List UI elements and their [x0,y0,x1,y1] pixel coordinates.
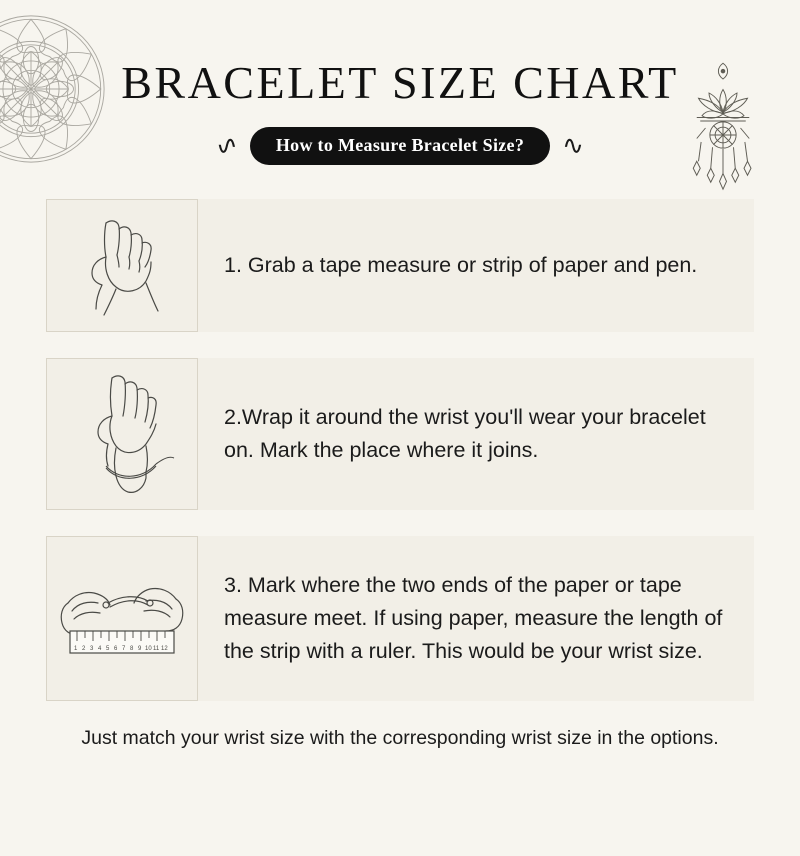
svg-text:3: 3 [90,645,94,652]
svg-text:9: 9 [138,645,142,652]
subtitle-row [0,127,800,165]
step-text-3: 3. Mark where the two ends of the paper or tape measure meet. If using paper, measure the length of the strip with a ruler. This would be your wrist size. [224,572,723,664]
list-item [46,199,754,332]
footer-note: Just match your wrist size with the corresponding wrist size in the options. [81,727,719,749]
step-text-1: 1. Grab a tape measure or strip of paper and pen. [224,252,698,277]
subtitle-pill: How to Measure Bracelet Size? [250,127,550,165]
step-figure-1 [46,199,198,332]
svg-text:1: 1 [74,645,78,652]
steps-list [0,199,800,701]
svg-text:4: 4 [98,645,102,652]
step-figure-2 [46,358,198,510]
step-figure-3 [46,536,198,701]
list-item [46,358,754,510]
svg-text:6: 6 [114,645,118,652]
hand-with-tape-around-wrist-illustration [62,364,182,504]
svg-text:12: 12 [161,645,168,652]
step-text-2: 2.Wrap it around the wrist you'll wear your bracelet on. Mark the place where it joins. [224,404,706,462]
list-item [46,536,754,701]
hand-fist-illustration [62,207,182,325]
svg-text:10: 10 [145,645,152,652]
svg-text:7: 7 [122,645,126,652]
hands-measuring-strip-with-ruler-illustration [52,559,192,679]
svg-text:11: 11 [153,645,160,652]
svg-text:2: 2 [82,645,86,652]
flourish-left-icon: ∿ [216,131,238,160]
page-title: BRACELET SIZE CHART [121,57,679,108]
flourish-right-icon: ∿ [562,131,584,160]
svg-text:8: 8 [130,645,134,652]
svg-text:5: 5 [106,645,110,652]
